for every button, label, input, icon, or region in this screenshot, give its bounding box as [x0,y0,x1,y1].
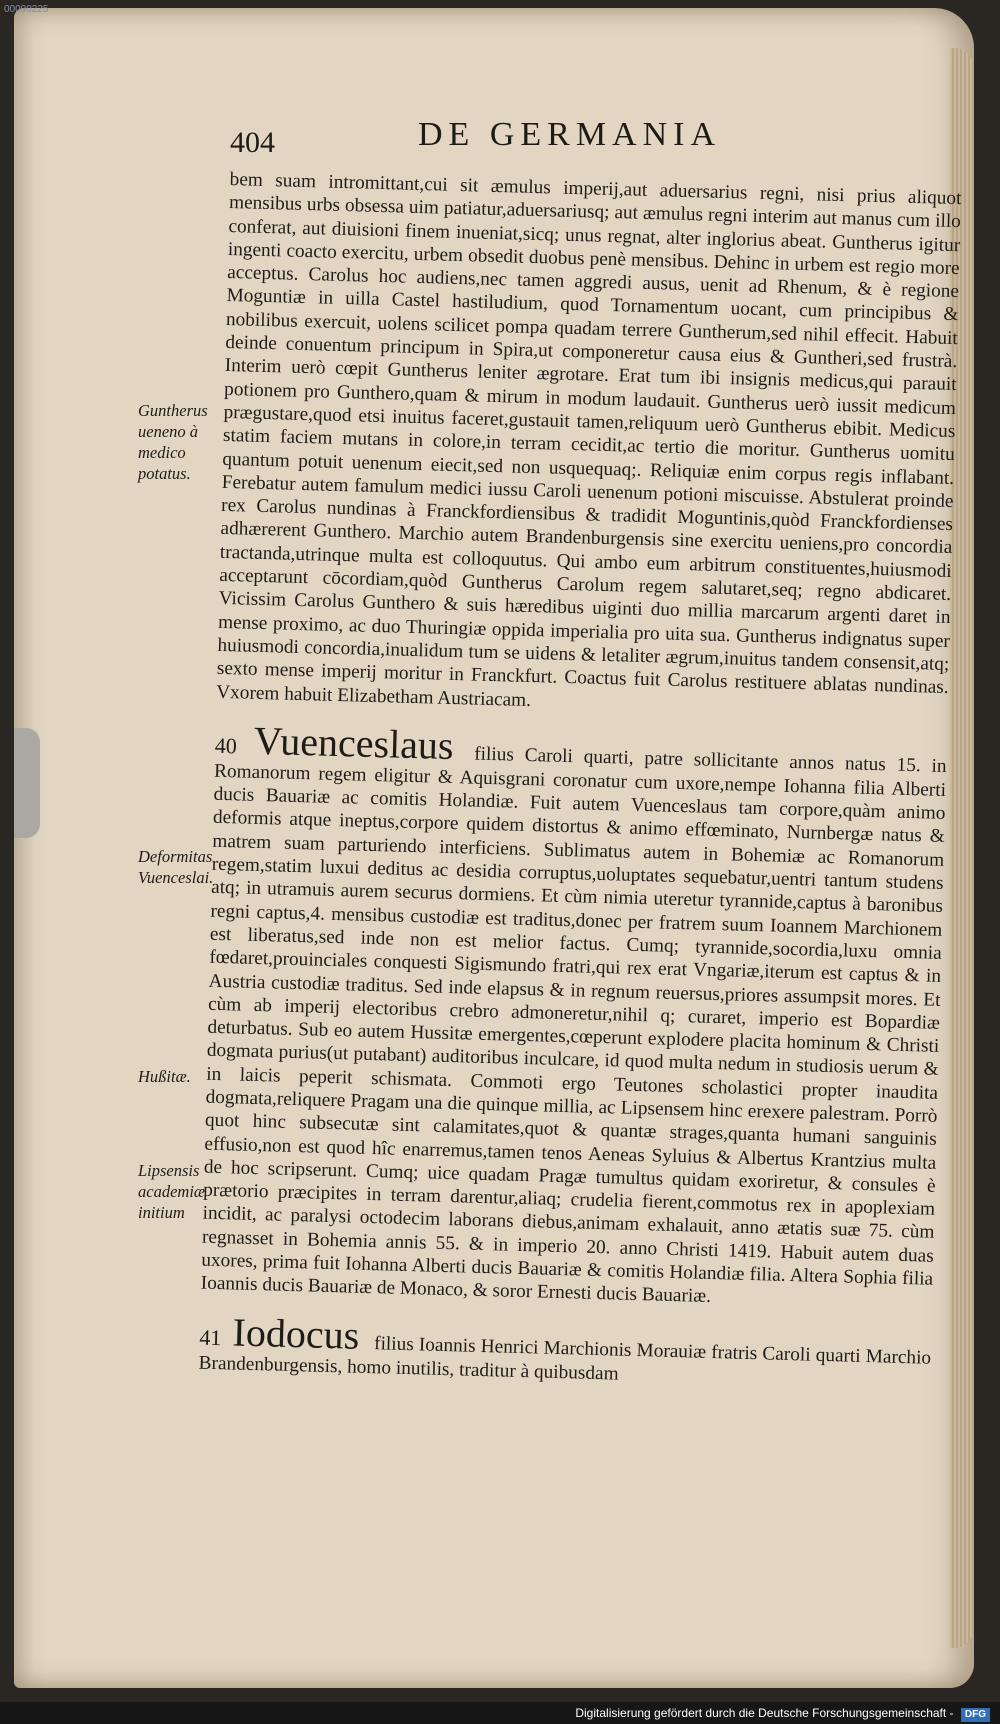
entry-41-name: Iodocus [232,1309,360,1358]
reference-id: 00090225 [4,4,49,15]
book-strap [14,728,40,838]
margin-note-deformitas: Deformitas Vuenceslai. [138,847,214,887]
running-head: DE GERMANIA [418,116,722,153]
entry-41-text: filius Ioannis Henrici Marchionis Morauiæ fratris Caroli quarti Marchio Brandenburgensis, homo inutilis, traditur à quibusdam [198,1332,932,1385]
entry-41 [198,1311,931,1393]
footer-text: Digitalisierung gefördert durch die Deutsche Forschungsgemeinschaft - [575,1706,954,1720]
entry-40-text: filius Caroli quarti, patre sollicitante annos natus 15. in Romanorum regem eligitur & Aquisgrani coronatur cum uxore,nempe Iohanna filia Alberti ducis Bauariæ ac comitis Holandiæ. Fuit autem Vuenceslaus tam corpore,quàm animo deformis atque ineptus,corpore quidem distortus & animo effœminato, Nurnbergæ natus & matrem suam parturiendo interficiens. Sublimatus autem in Bohemiæ ac Romanorum regem,statim luxui deditus ac desidia corruptus,uoluptates sequebatur,uentri tantum studens atq; in utramuis aurem securus dormiens. Et cùm nimia uteretur tyrannide,captus à baronibus regni captus,4. mensibus custodiæ est traditus,donec per fratrem suum Ioannem Marchionem est liberatus,sed inde non est melior factus. Cumq; tyrannide,socordia,luxu omnia fœdaret,prouinciales conquesti Sigismundo fratri,qui rex erat Vngariæ,iterum est captus & in Austria custodiæ traditus. Sed inde elapsus & in regnum reuersus,priores assumpsit mores. Et cùm ab imperij electoribus crebro admoneretur,nihil q; curaret, imperio est Bopardiæ deturbatus. Sub eo autem Hussitæ emergentes,cœperunt explodere placita hominum & Christi dogmata purius(ut putabant) auditoribus inculcare, id quod multa nedum in studiosis uerum & in laicis peperit schismata. Commoti ergo Teutones scholastici propter inaudita dogmata,reliquere Pragam una die quinque millia, ac Lipsensem hinc erexere palestram. Porrò quot hinc subsecutæ sint calamitates,quot & quantæ strages,quanta humani sanguinis effusio,non est quod hîc enarremus,tamen tenos Aeneas Syluius & Albertus Krantzius multa de hoc scripserunt. Cumq; uice quadam Pragæ tumultus quidam exoriretur, & consules è prætorio præcipites in terram darentur,aliaq; crudelia fierent,commotus rex in apoplexiam incidit, ac paralysi octodecim laborans diebus,animam exhalauit, anno ætatis suæ 75. cùm regnasset in Bohemia annis 55. & in imperio 20. anno Christi 1419. Habuit autem duas uxores, prima fuit Iohanna Alberti ducis Bauariæ & comitis Holandiæ filia. Altera Sophia filia Ioannis ducis Bauariæ de Monaco, & soror Ernesti ducis Bauariæ. [200,743,947,1308]
entry-40 [200,717,947,1315]
paragraph-guntherus: bem suam intromittant,cui sit æmulus imperij,aut aduersarius regni, nisi prius aliquot mensibus urbs obsessa uim patiatur,aduersariusq; aut æmulus regni interim aut manus cum illo conferat, aut diuisioni finem inueniat,sicq; unus regnat, alter inglorius abeat. Guntherus igitur ingenti coacto exercitu, urbem obsedit duobus penè mensibus. Dehinc in urbem est regio more acceptus. Carolus hoc audiens,nec tamen aggredi ausus, uenit ad Rhenum, & è regione Moguntiæ in uilla Castel hastiludium, quod Tornamentum uocant, cum principibus & nobilibus exercuit, uolens scilicet pompa quadam terrere Guntherum,sed nihil effecit. Habuit deinde conuentum principum in Spira,ut componeretur causa eius & Guntheri,sed frustrà. Interim uerò cœpit Guntherus leniter ægrotare. Erat tum ibi insignis medicus,qui parauit potionem pro Gunthero,quam & mirum in modum laudauit. Guntherus uerò iussit medicum prægustare,quod etsi inuitus faceret,gustauit tamen,reliquum uerò Guntherus ebibit. Medicus statim faciem mutans in colore,in terram cecidit,ac tertio die moritur. Guntherus uomitu quantum potuit uenenum eiecit,sed non usquequaq;. Reliquiæ enim corpus regis inflabant. Ferebatur autem famulum medici iussu Caroli uenenum potioni miscuisse. Abstulerat proinde rex Carolus nundinas à Franckfordiensibus & tradidit Moguntinis,quòd Franckfordienses adhærerent Gunthero. Marchio autem Brandenburgensis sine exercitu ueniens,pro concordia tractanda,utrinque multa est colloquutus. Qui ambo eum arbitrum constituentes,huiusmodi acceptarunt cōcordiam,quòd Guntherus Carolum regem salutaret,seq; regno abdicaret. Vicissim Carolus Gunthero & suis hæredibus uiginti duo millia marcarum argenti daret in mense proximo, ac duo Thuringiæ oppida imperialia pro uita sua. Guntherus indignatus super huiusmodi concordia,inualidum tum se uidens & letaliter ægrum,inuitus tandem consensit,atq; sexto mense imperij moritur in Franckfurt. Coactus fuit Carolus restituere ablatas nundinas. Vxorem habuit Elizabetham Austriacam. [216,168,962,711]
margin-note-lipsensis: Lipsensis academiæ initium [138,1161,205,1222]
entry-40-number: 40 [214,732,238,759]
margin-note-hussitae: Hußitæ. [138,1067,191,1086]
footer-bar [0,1702,1000,1724]
page-number: 404 [230,126,275,159]
main-text [198,168,961,1394]
entry-41-number: 41 [199,1324,222,1350]
dfg-logo: DFG [961,1708,990,1722]
entry-40-name: Vuenceslaus [253,717,455,768]
book-page [14,8,974,1688]
margin-note-guntherus: Guntherus ueneno à medico potatus. [138,401,208,483]
